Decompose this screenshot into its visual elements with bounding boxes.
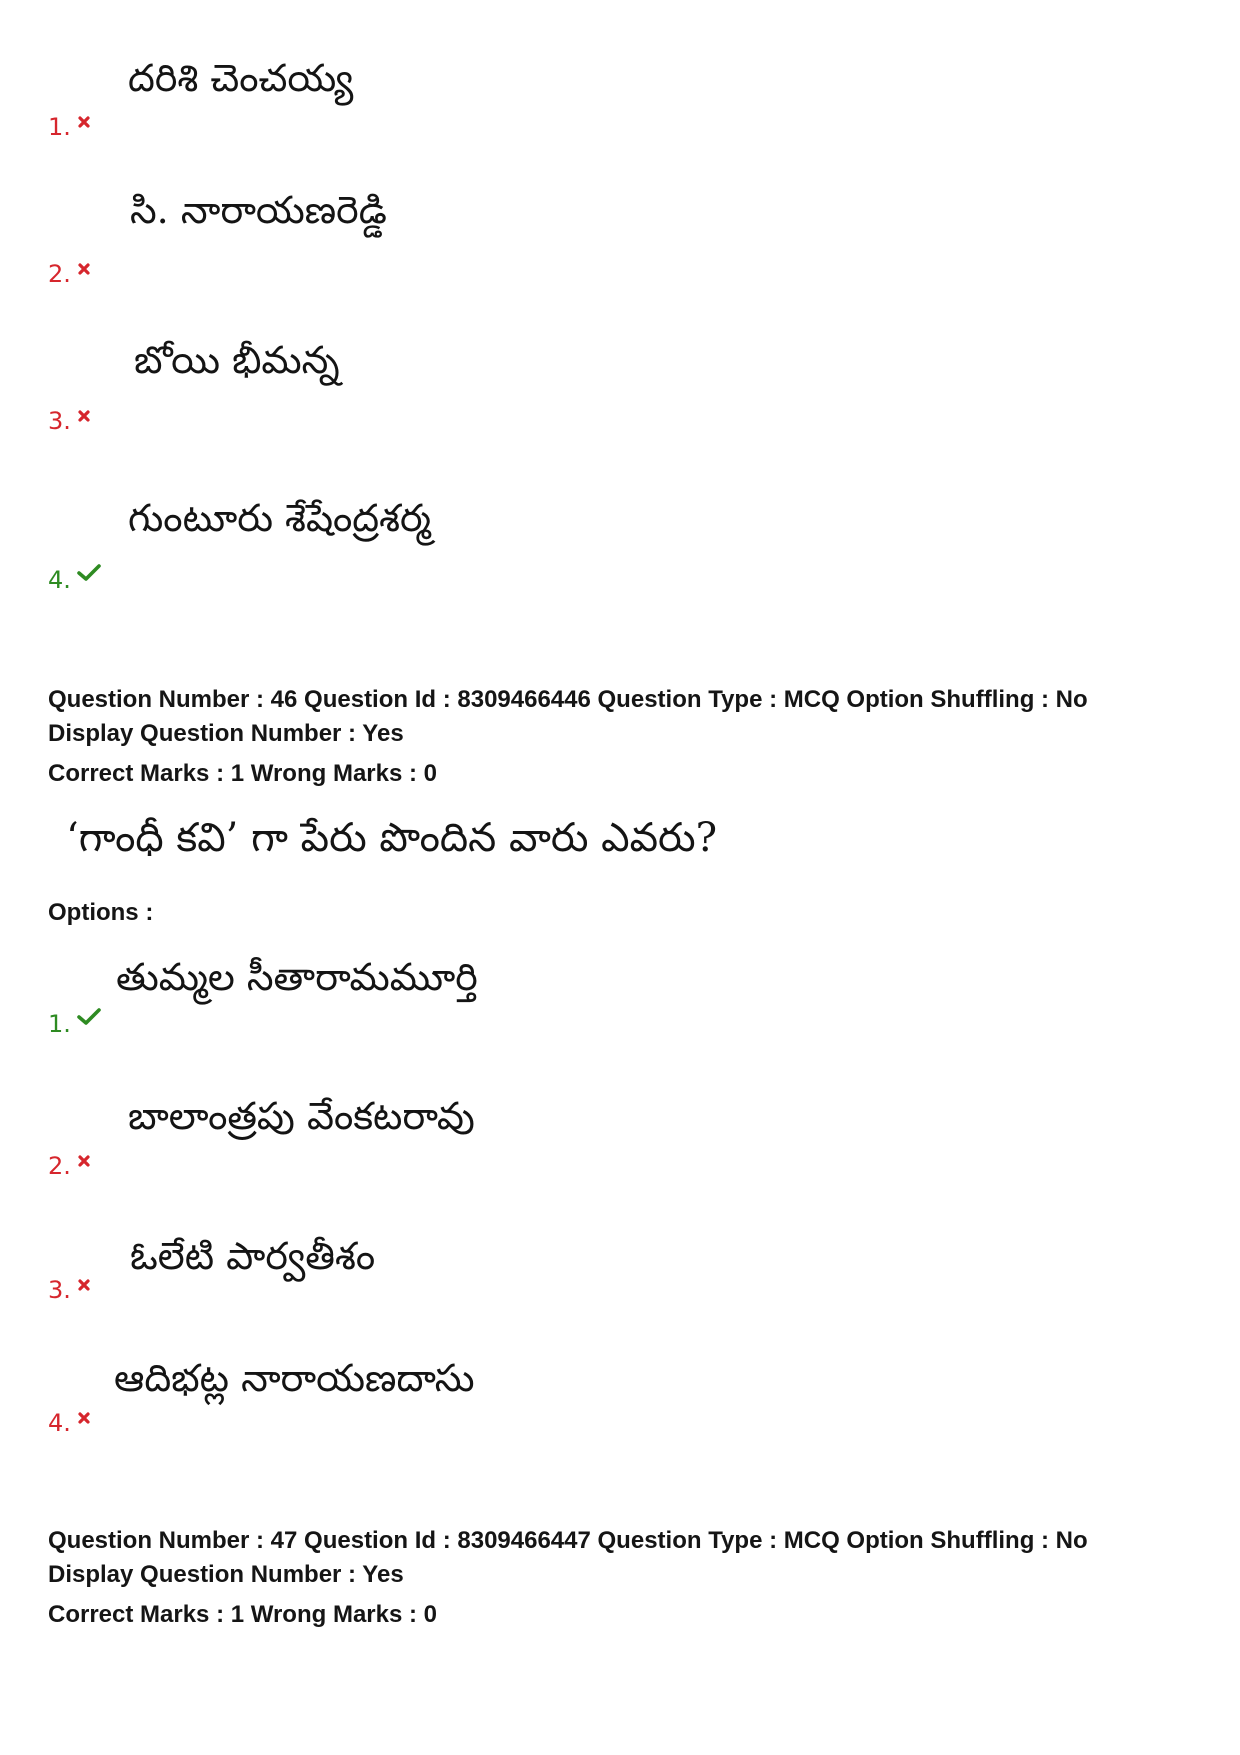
- option-number: 3.: [48, 1270, 91, 1304]
- marks-info: Correct Marks : 1 Wrong Marks : 0: [48, 1601, 438, 1628]
- options-label: Options :: [48, 899, 154, 926]
- display-question-number: Display Question Number : Yes: [48, 720, 404, 747]
- question-text: ‘గాంధీ కవి’ గా పేరు పొందిన వారు ఎవరు?: [66, 815, 718, 861]
- display-question-number: Display Question Number : Yes: [48, 1561, 404, 1588]
- option-text: సి. నారాయణరెడ్డి: [130, 188, 387, 232]
- option-number: 4.: [48, 1403, 91, 1437]
- option-text: బాలాంత్రపు వేంకటరావు: [128, 1094, 475, 1138]
- check-icon: [77, 560, 101, 588]
- option-number: 4.: [48, 560, 101, 594]
- option-text: ఆదిభట్ల నారాయణదాసు: [114, 1356, 475, 1400]
- option-text: బోయి భీమన్న: [134, 338, 340, 382]
- option-number: 1.: [48, 1004, 101, 1038]
- option-text: ఓలేటి పార్వతీశం: [130, 1234, 376, 1278]
- cross-icon: [77, 401, 91, 429]
- question-header: Question Number : 46 Question Id : 8309466446 Question Type : MCQ Option Shuffling : No: [48, 686, 1088, 713]
- option-number: 1.: [48, 107, 91, 141]
- cross-icon: [77, 1403, 91, 1431]
- option-number: 3.: [48, 401, 91, 435]
- cross-icon: [77, 1146, 91, 1174]
- option-number: 2.: [48, 254, 91, 288]
- option-text: దరిశి చెంచయ్య: [128, 56, 354, 100]
- option-text: తుమ్మల సీతారామమూర్తి: [116, 955, 478, 999]
- option-number: 2.: [48, 1146, 91, 1180]
- question-header: Question Number : 47 Question Id : 8309466447 Question Type : MCQ Option Shuffling : No: [48, 1527, 1088, 1554]
- cross-icon: [77, 107, 91, 135]
- check-icon: [77, 1004, 101, 1032]
- cross-icon: [77, 254, 91, 282]
- marks-info: Correct Marks : 1 Wrong Marks : 0: [48, 760, 438, 787]
- cross-icon: [77, 1270, 91, 1298]
- option-text: గుంటూరు శేషేంద్రశర్మ: [128, 496, 432, 540]
